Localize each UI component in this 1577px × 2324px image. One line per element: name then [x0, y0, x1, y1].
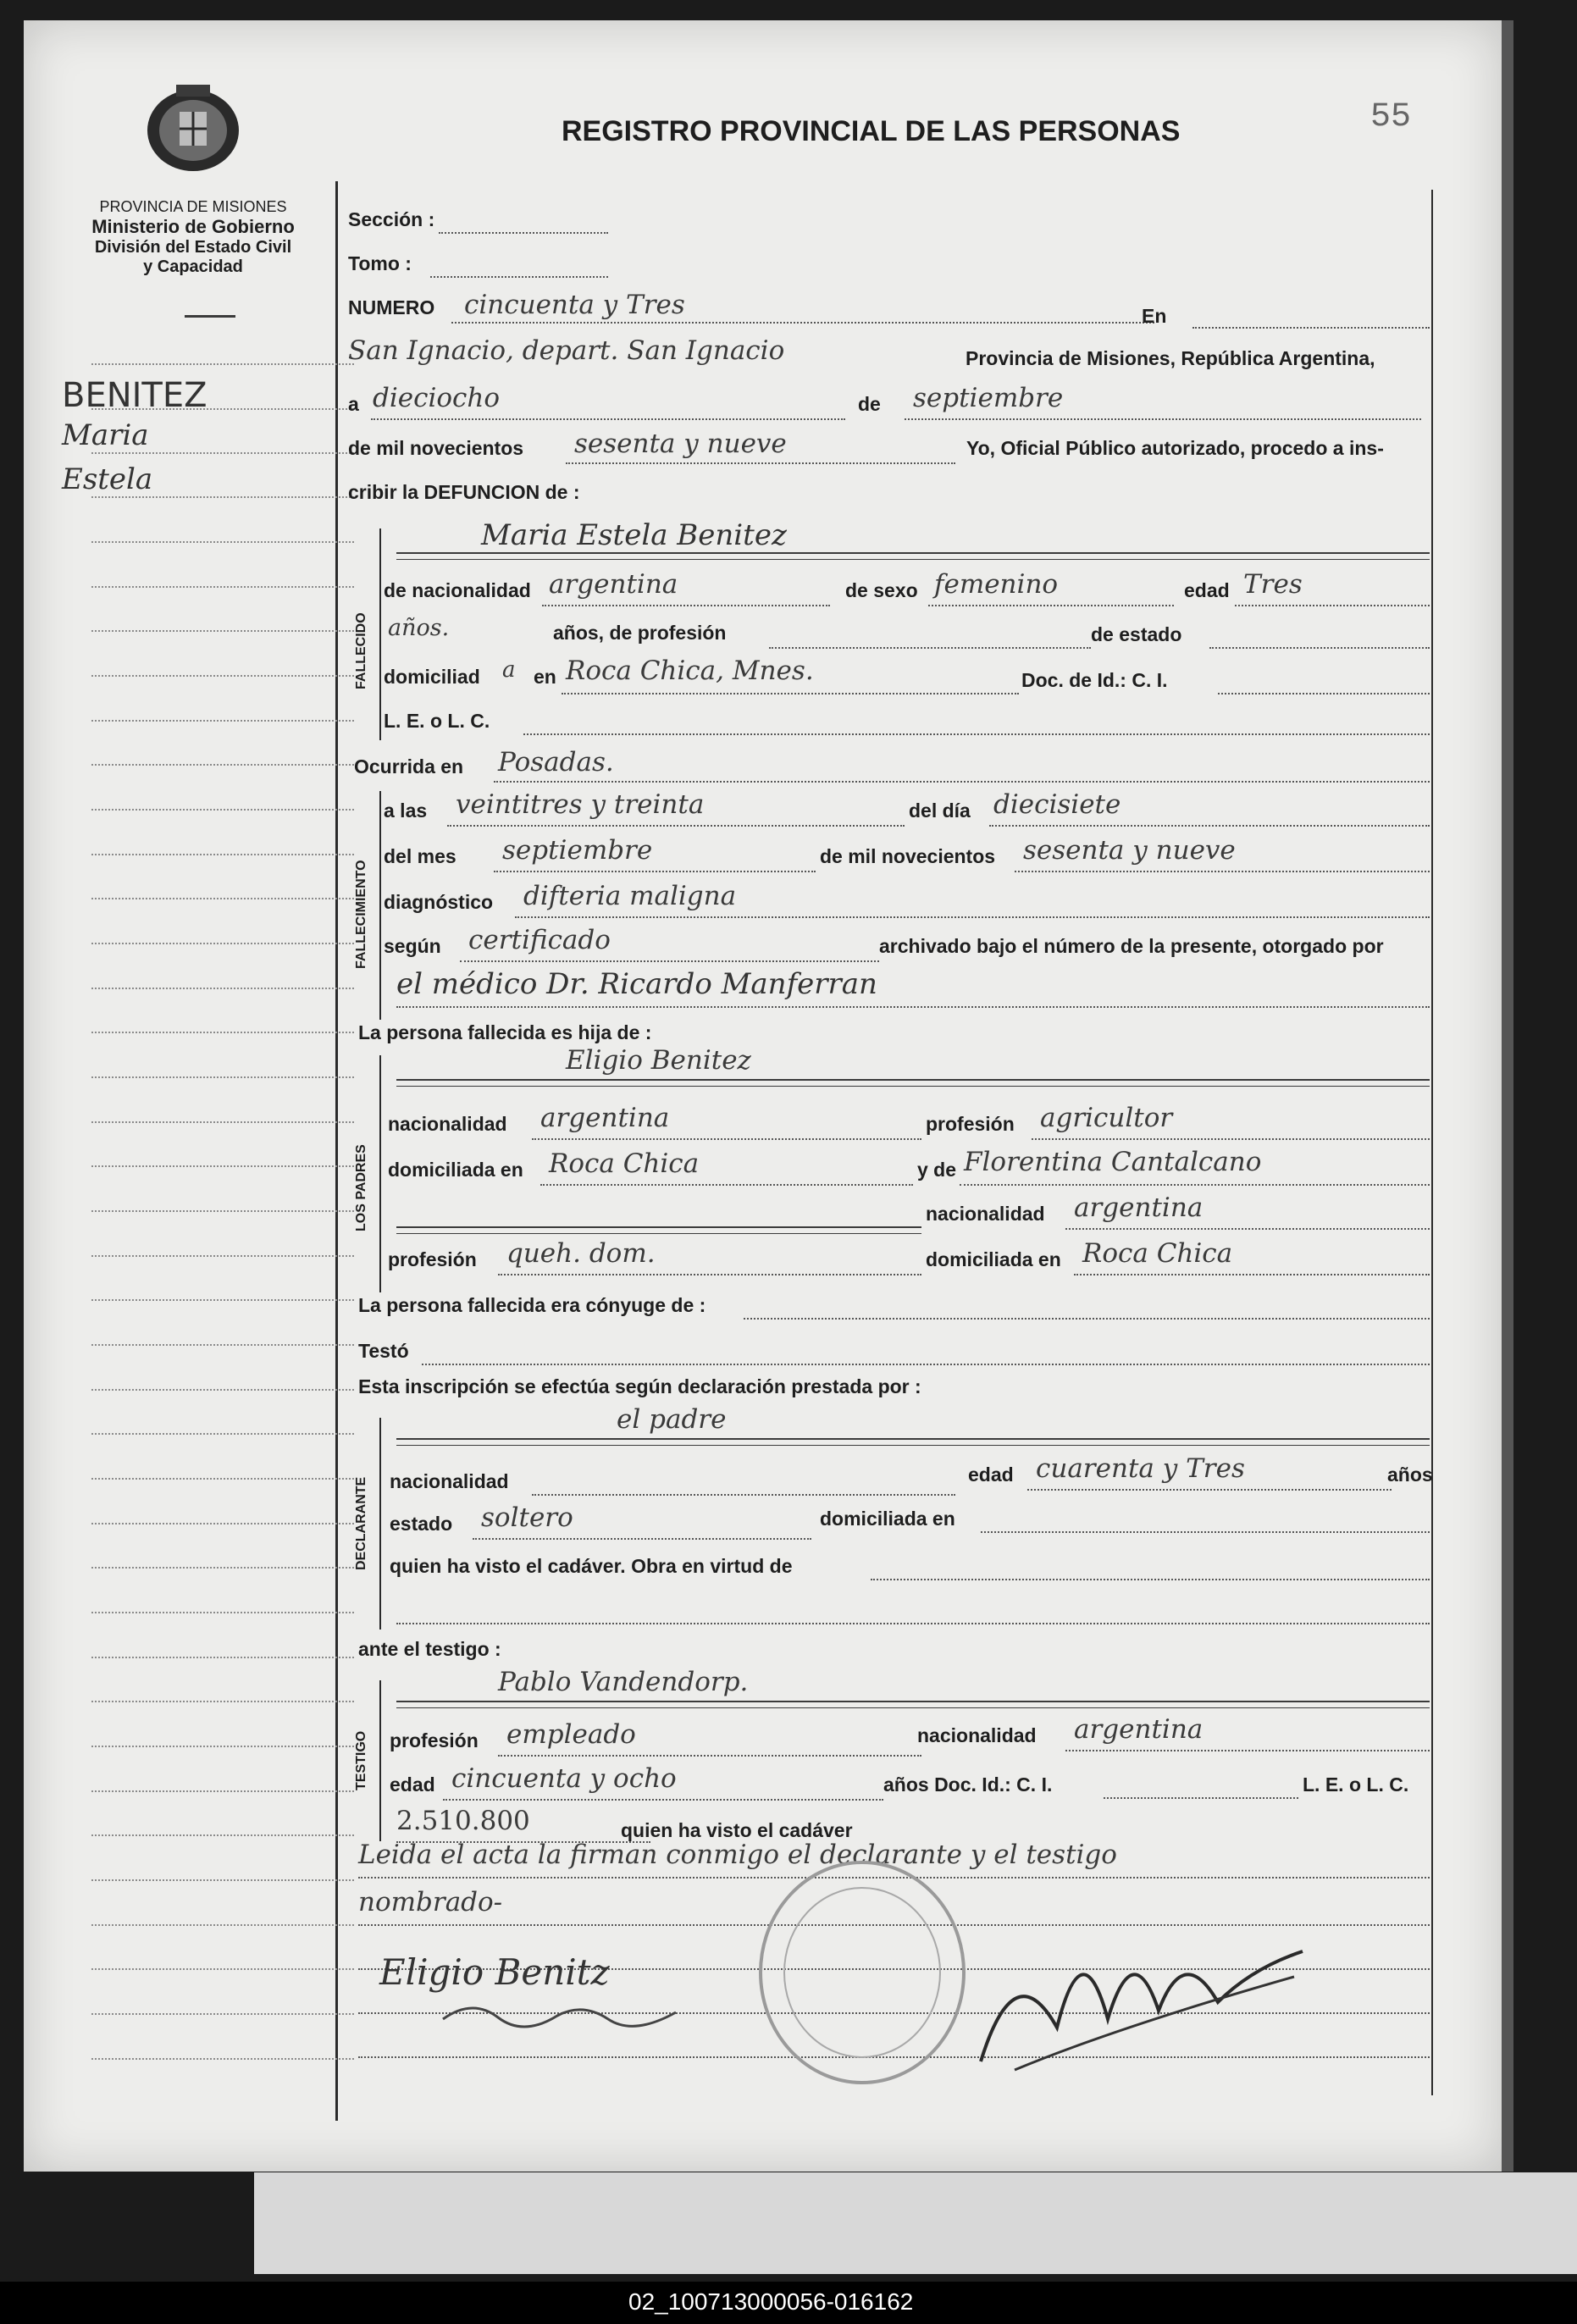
label-de: de — [858, 393, 881, 415]
margin-name-line2: Estela — [62, 462, 153, 496]
label-profesion-madre: profesión — [388, 1248, 477, 1270]
label-yo-oficial: Yo, Oficial Público autorizado, procedo a ins- — [966, 437, 1384, 459]
label-de-nacionalidad: de nacionalidad — [384, 579, 531, 601]
value-mes-fallecimiento: septiembre — [502, 835, 653, 866]
value-edad: Tres — [1243, 569, 1303, 600]
value-declarante-edad: cuarenta y Tres — [1036, 1453, 1245, 1484]
label-quien-cadaver-obra: quien ha visto el cadáver. Obra en virtud de — [390, 1555, 793, 1577]
label-y-de: y de — [917, 1159, 957, 1181]
signature-declarante: Eligio Benitz — [379, 1951, 610, 1993]
value-nombre: Maria Estela Benitez — [481, 518, 787, 552]
value-testigo-profesion: empleado — [506, 1719, 636, 1750]
value-dia-fallecimiento: diecisiete — [993, 789, 1121, 820]
label-ante-testigo: ante el testigo : — [358, 1638, 501, 1660]
value-lugar: San Ignacio, depart. San Ignacio — [348, 335, 785, 366]
testigo-bracket — [379, 1680, 381, 1841]
label-a-las: a las — [384, 800, 428, 822]
side-label-declarante: DECLARANTE — [354, 1476, 368, 1570]
issuer-block: PROVINCIA DE MISIONES Ministerio de Gobierno División del Estado Civil y Capacidad — [91, 198, 295, 276]
label-del-mes: del mes — [384, 845, 456, 867]
label-testo: Testó — [358, 1340, 409, 1362]
label-cribir: cribir la DEFUNCION de : — [348, 481, 580, 503]
label-numero: NUMERO — [348, 296, 435, 318]
value-ocurrida: Posadas. — [498, 747, 614, 777]
label-quien-cadaver: quien ha visto el cadáver — [621, 1819, 853, 1841]
signature-scribble-icon — [439, 1994, 693, 2036]
label-conyuge: La persona fallecida era cónyuge de : — [358, 1294, 706, 1316]
label-de-mil-novecientos: de mil novecientos — [820, 845, 996, 867]
label-en-domicilio: en — [534, 666, 556, 688]
label-nacionalidad-madre: nacionalidad — [926, 1203, 1045, 1225]
page-number: 55 — [1370, 98, 1412, 136]
value-segun: certificado — [468, 925, 611, 955]
value-padre: Eligio Benitez — [566, 1045, 751, 1076]
margin-name-line1: Maria — [62, 418, 149, 452]
label-de-sexo: de sexo — [845, 579, 918, 601]
label-estado: estado — [390, 1513, 453, 1535]
right-border-line — [1431, 190, 1433, 2095]
fallecimiento-bracket — [379, 791, 381, 1020]
register-page — [24, 20, 1513, 2172]
coat-of-arms-icon — [142, 81, 244, 174]
label-hija-de: La persona fallecida es hija de : — [358, 1021, 652, 1043]
label-doc-id: Doc. de Id.: C. I. — [1021, 669, 1168, 691]
value-nacionalidad: argentina — [549, 569, 678, 600]
value-numero: cincuenta y Tres — [464, 290, 685, 320]
official-stamp-icon — [744, 1850, 981, 2095]
label-de-mil: de mil novecientos — [348, 437, 524, 459]
value-anio: sesenta y nueve — [574, 429, 787, 459]
side-label-fallecimiento: FALLECIMIENTO — [354, 860, 368, 969]
label-edad: edad — [1184, 579, 1230, 601]
label-tomo: Tomo : — [348, 252, 412, 274]
label-edad-declarante: edad — [968, 1464, 1014, 1486]
label-ocurrida-en: Ocurrida en — [354, 755, 464, 777]
label-de-estado: de estado — [1091, 623, 1182, 645]
value-declarante: el padre — [617, 1404, 727, 1435]
label-a: a — [348, 393, 359, 415]
issuer-rule — [185, 315, 235, 318]
label-en: En — [1142, 305, 1167, 327]
value-testigo-edad: cincuenta y ocho — [451, 1763, 677, 1794]
value-padre-nacionalidad: argentina — [540, 1103, 670, 1133]
value-anio-fallecimiento: sesenta y nueve — [1023, 835, 1236, 866]
declarante-bracket — [379, 1418, 381, 1630]
value-padre-domicilio: Roca Chica — [549, 1148, 700, 1179]
label-domiciliada-padre: domiciliada en — [388, 1159, 523, 1181]
padres-bracket — [379, 1055, 381, 1292]
label-anos-declarante: años — [1387, 1464, 1433, 1486]
label-anos-profesion: años, de profesión — [553, 622, 727, 644]
fallecido-bracket — [379, 528, 381, 740]
note-line-2: nombrado- — [358, 1887, 503, 1917]
side-label-padres: LOS PADRES — [354, 1144, 368, 1231]
label-domiciliada-madre: domiciliada en — [926, 1248, 1061, 1270]
value-domicilio: Roca Chica, Mnes. — [566, 656, 814, 686]
value-hora: veintitres y treinta — [456, 789, 705, 820]
label-anos-doc: años Doc. Id.: C. I. — [883, 1773, 1053, 1796]
image-id-label: 02_100713000056-016162 — [628, 2288, 914, 2315]
value-diagnostico: difteria maligna — [523, 881, 737, 911]
label-profesion-padre: profesión — [926, 1113, 1015, 1135]
value-madre: Florentina Cantalcano — [964, 1147, 1262, 1177]
value-sexo: femenino — [934, 569, 1059, 600]
label-nacionalidad-padre: nacionalidad — [388, 1113, 507, 1135]
label-nacionalidad-testigo: nacionalidad — [917, 1724, 1037, 1746]
value-madre-nacionalidad: argentina — [1074, 1192, 1204, 1223]
value-declarante-estado: soltero — [481, 1502, 573, 1533]
label-archivado: archivado bajo el número de la presente, otorgado por — [879, 935, 1384, 957]
value-domicilio-marca: a — [502, 657, 516, 683]
label-le-lc: L. E. o L. C. — [384, 710, 490, 732]
value-edad-unidad: años. — [388, 615, 450, 641]
officer-signature-icon — [964, 1901, 1320, 2087]
footer-bar — [0, 2282, 1577, 2324]
margin-border-line — [335, 181, 338, 2121]
label-inscripcion: Esta inscripción se efectúa según declaración prestada por : — [358, 1375, 921, 1397]
label-del-dia: del día — [909, 800, 971, 822]
label-profesion-testigo: profesión — [390, 1729, 479, 1751]
value-mes: septiembre — [913, 383, 1064, 413]
label-segun: según — [384, 935, 441, 957]
underlying-page — [254, 2172, 1577, 2274]
label-nacionalidad-declarante: nacionalidad — [390, 1470, 509, 1492]
value-padre-profesion: agricultor — [1040, 1103, 1173, 1133]
value-testigo-nacionalidad: argentina — [1074, 1714, 1204, 1745]
value-testigo: Pablo Vandendorp. — [498, 1667, 749, 1697]
page-title: REGISTRO PROVINCIAL DE LAS PERSONAS — [562, 115, 1181, 147]
note-line-1: Leida el acta la firman conmigo el declarante y el testigo — [358, 1840, 1117, 1870]
side-label-testigo: TESTIGO — [354, 1730, 368, 1790]
label-le-o-lc: L. E. o L. C. — [1303, 1773, 1409, 1796]
label-seccion: Sección : — [348, 208, 435, 230]
margin-surname: BENITEZ — [62, 376, 208, 415]
label-domiciliad: domiciliad — [384, 666, 480, 688]
value-madre-profesion: queh. dom. — [506, 1238, 656, 1269]
side-label-fallecido: FALLECIDO — [354, 612, 368, 689]
label-diagnostico: diagnóstico — [384, 891, 494, 913]
label-edad-testigo: edad — [390, 1773, 435, 1796]
value-dia: dieciocho — [373, 383, 501, 413]
label-domiciliada-declarante: domiciliada en — [820, 1508, 955, 1530]
value-medico: el médico Dr. Ricardo Manferran — [396, 967, 877, 1001]
value-testigo-ci: 2.510.800 — [396, 1806, 530, 1836]
value-madre-domicilio: Roca Chica — [1082, 1238, 1233, 1269]
label-provincia: Provincia de Misiones, República Argentina, — [966, 347, 1375, 369]
